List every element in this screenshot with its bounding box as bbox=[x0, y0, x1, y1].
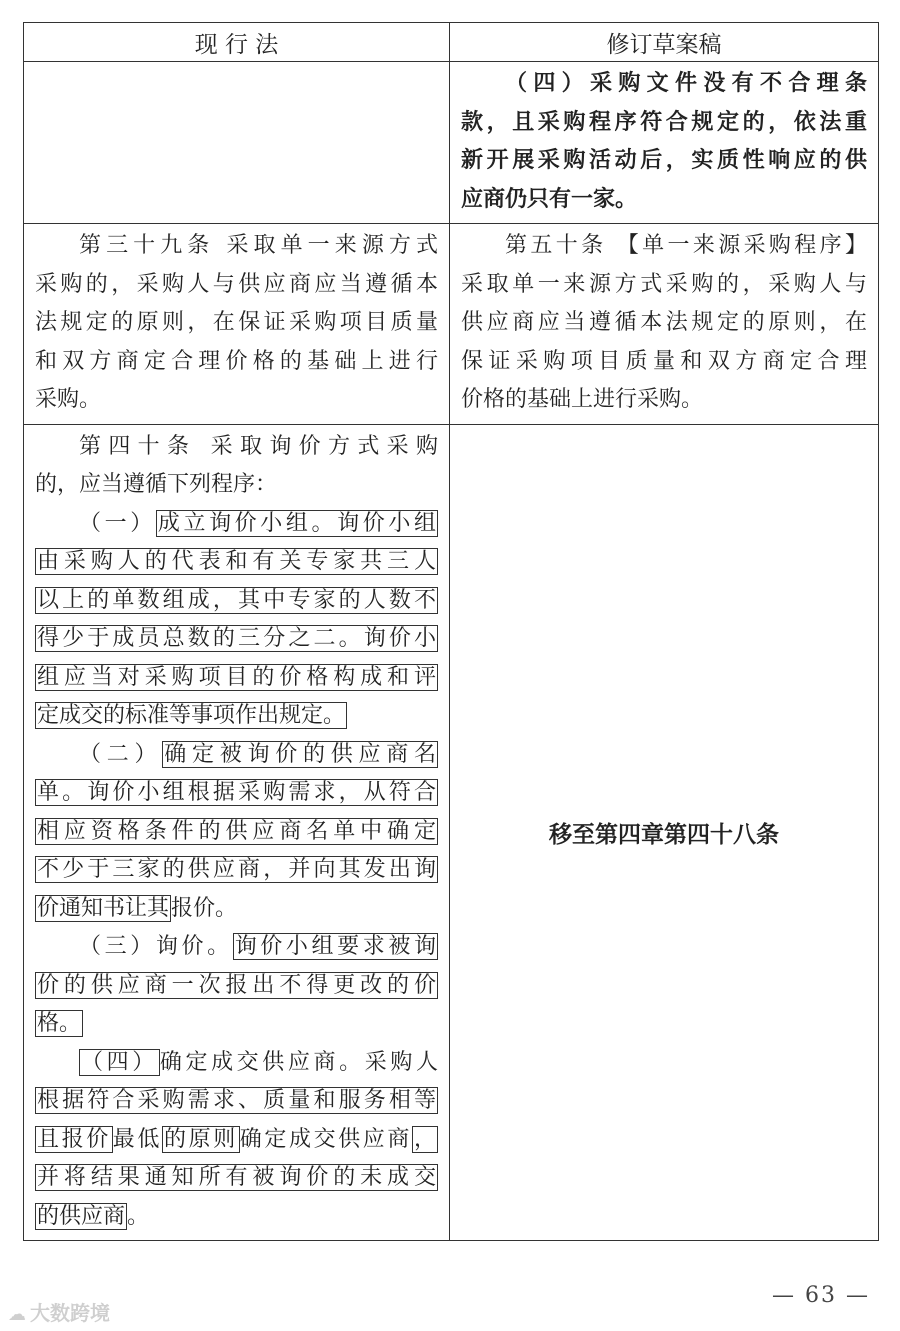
item-1-line bbox=[35, 659, 438, 698]
article-39-text bbox=[24, 224, 449, 424]
text-line: 供应商应当遵循本法规定的原则，在 bbox=[461, 310, 867, 335]
boxed-text: 根据符合采购需求、质量和服务相等 bbox=[37, 1088, 436, 1113]
boxed-text: 且报价 bbox=[37, 1126, 111, 1152]
boxed-text: 并将结果通知所有被询价的未成交 bbox=[37, 1165, 436, 1190]
boxed-text: 价的供应商一次报出不得更改的价 bbox=[37, 972, 436, 998]
header-current-law: 现 行 法 bbox=[24, 23, 450, 62]
comparison-table bbox=[23, 22, 879, 1241]
plain-text: 。 bbox=[127, 1203, 150, 1229]
item-1-number: （一） bbox=[79, 510, 156, 536]
plain-text: 报价。 bbox=[171, 895, 238, 921]
row3-right-cell bbox=[450, 424, 879, 1241]
text-line: （四）采购文件没有不合理条 bbox=[505, 71, 867, 96]
table-row bbox=[24, 224, 879, 425]
text-line: 新开展采购活动后，实质性响应的供 bbox=[461, 148, 867, 173]
boxed-text: 不少于三家的供应商，并向其发出询 bbox=[37, 857, 436, 882]
boxed-text: 价通知书让其 bbox=[37, 895, 170, 921]
item-3-line bbox=[35, 928, 438, 967]
boxed-text: （四） bbox=[81, 1049, 158, 1075]
row1-left-cell bbox=[24, 62, 450, 224]
item-4-line bbox=[35, 1121, 438, 1160]
boxed-text: 以上的单数组成，其中专家的人数不 bbox=[37, 587, 436, 613]
table-header-row bbox=[24, 23, 879, 62]
text-line: 第三十九条 采取单一来源方式 bbox=[79, 233, 438, 258]
boxed-text: 组应当对采购项目的价格构成和评 bbox=[37, 664, 436, 690]
item-4-line bbox=[35, 1198, 438, 1237]
row3-left-cell bbox=[24, 424, 450, 1241]
boxed-text: 定成交的标准等事项作出规定。 bbox=[37, 703, 346, 728]
text-line: 款，且采购程序符合规定的，依法重 bbox=[461, 109, 867, 135]
item-1-line bbox=[35, 697, 438, 736]
item-3-line bbox=[35, 967, 438, 1006]
page-number: — 63 — bbox=[772, 1283, 870, 1308]
row1-right-cell bbox=[450, 62, 879, 224]
watermark-text: 大数跨境 bbox=[30, 1301, 110, 1325]
text-line: 应商仍只有一家。 bbox=[461, 186, 638, 212]
plain-text: 确定成交供应商 bbox=[239, 1126, 412, 1152]
item-4-line bbox=[35, 1082, 438, 1121]
text-line: 采购。 bbox=[35, 387, 102, 412]
text-line: 价格的基础上进行采购。 bbox=[461, 387, 704, 412]
item-1-line bbox=[35, 505, 438, 544]
text-line: 的，应当遵循下列程序： bbox=[35, 472, 278, 497]
item-2-line bbox=[35, 851, 438, 890]
text-line: 保证采购项目质量和双方商定合理 bbox=[461, 348, 867, 374]
boxed-text: 的原则 bbox=[164, 1126, 238, 1152]
item-3-line bbox=[35, 1005, 438, 1044]
header-revision-draft: 修订草案稿 bbox=[450, 23, 879, 62]
item-1-line bbox=[35, 543, 438, 582]
text-line: 第四十条 采取询价方式采购 bbox=[79, 433, 438, 459]
boxed-text: 得少于成员总数的三分之二。询价小 bbox=[37, 626, 436, 651]
item-3-number: （三）询价。 bbox=[79, 934, 233, 959]
row2-left-cell bbox=[24, 224, 450, 425]
watermark-logo-icon: ☁ bbox=[8, 1304, 26, 1325]
text-line: 和双方商定合理价格的基础上进行 bbox=[35, 348, 438, 374]
boxed-text: 确定被询价的供应商名 bbox=[164, 741, 436, 767]
article-50-text bbox=[450, 224, 878, 424]
item-4-line bbox=[35, 1159, 438, 1198]
plain-text: 确定成交供应商。采购人 bbox=[159, 1049, 438, 1075]
moved-note: 移至第四章第四十八条 bbox=[549, 821, 779, 848]
boxed-text: 成立询价小组。询价小组 bbox=[157, 510, 436, 536]
text-line: 法规定的原则，在保证采购项目质量 bbox=[35, 310, 438, 335]
item-2-line bbox=[35, 736, 438, 775]
row1-right-text bbox=[450, 62, 878, 223]
plain-text: 最低 bbox=[112, 1126, 162, 1152]
item-1-line bbox=[35, 620, 438, 659]
boxed-text: 的供应商 bbox=[37, 1203, 126, 1229]
text-line: 采购的，采购人与供应商应当遵循本 bbox=[35, 271, 438, 297]
watermark bbox=[8, 1297, 110, 1326]
text-line: 采取单一来源方式采购的，采购人与 bbox=[461, 271, 867, 297]
table-row bbox=[24, 424, 879, 1241]
item-1-line bbox=[35, 582, 438, 621]
item-2-line bbox=[35, 813, 438, 852]
boxed-text: 单。询价小组根据采购需求，从符合 bbox=[37, 780, 436, 805]
item-2-number: （二） bbox=[79, 741, 163, 767]
boxed-text: ， bbox=[413, 1126, 436, 1152]
table-row bbox=[24, 62, 879, 224]
boxed-text: 询价小组要求被询 bbox=[234, 934, 436, 959]
item-2-line bbox=[35, 774, 438, 813]
article-40-text bbox=[24, 425, 449, 1241]
item-4-line bbox=[35, 1044, 438, 1083]
boxed-text: 格。 bbox=[37, 1011, 82, 1036]
boxed-text: 由采购人的代表和有关专家共三人 bbox=[37, 549, 436, 574]
boxed-text: 相应资格条件的供应商名单中确定 bbox=[37, 818, 436, 844]
item-2-line bbox=[35, 890, 438, 929]
row2-right-cell bbox=[450, 224, 879, 425]
text-line: 第五十条 【单一来源采购程序】 bbox=[505, 233, 867, 258]
